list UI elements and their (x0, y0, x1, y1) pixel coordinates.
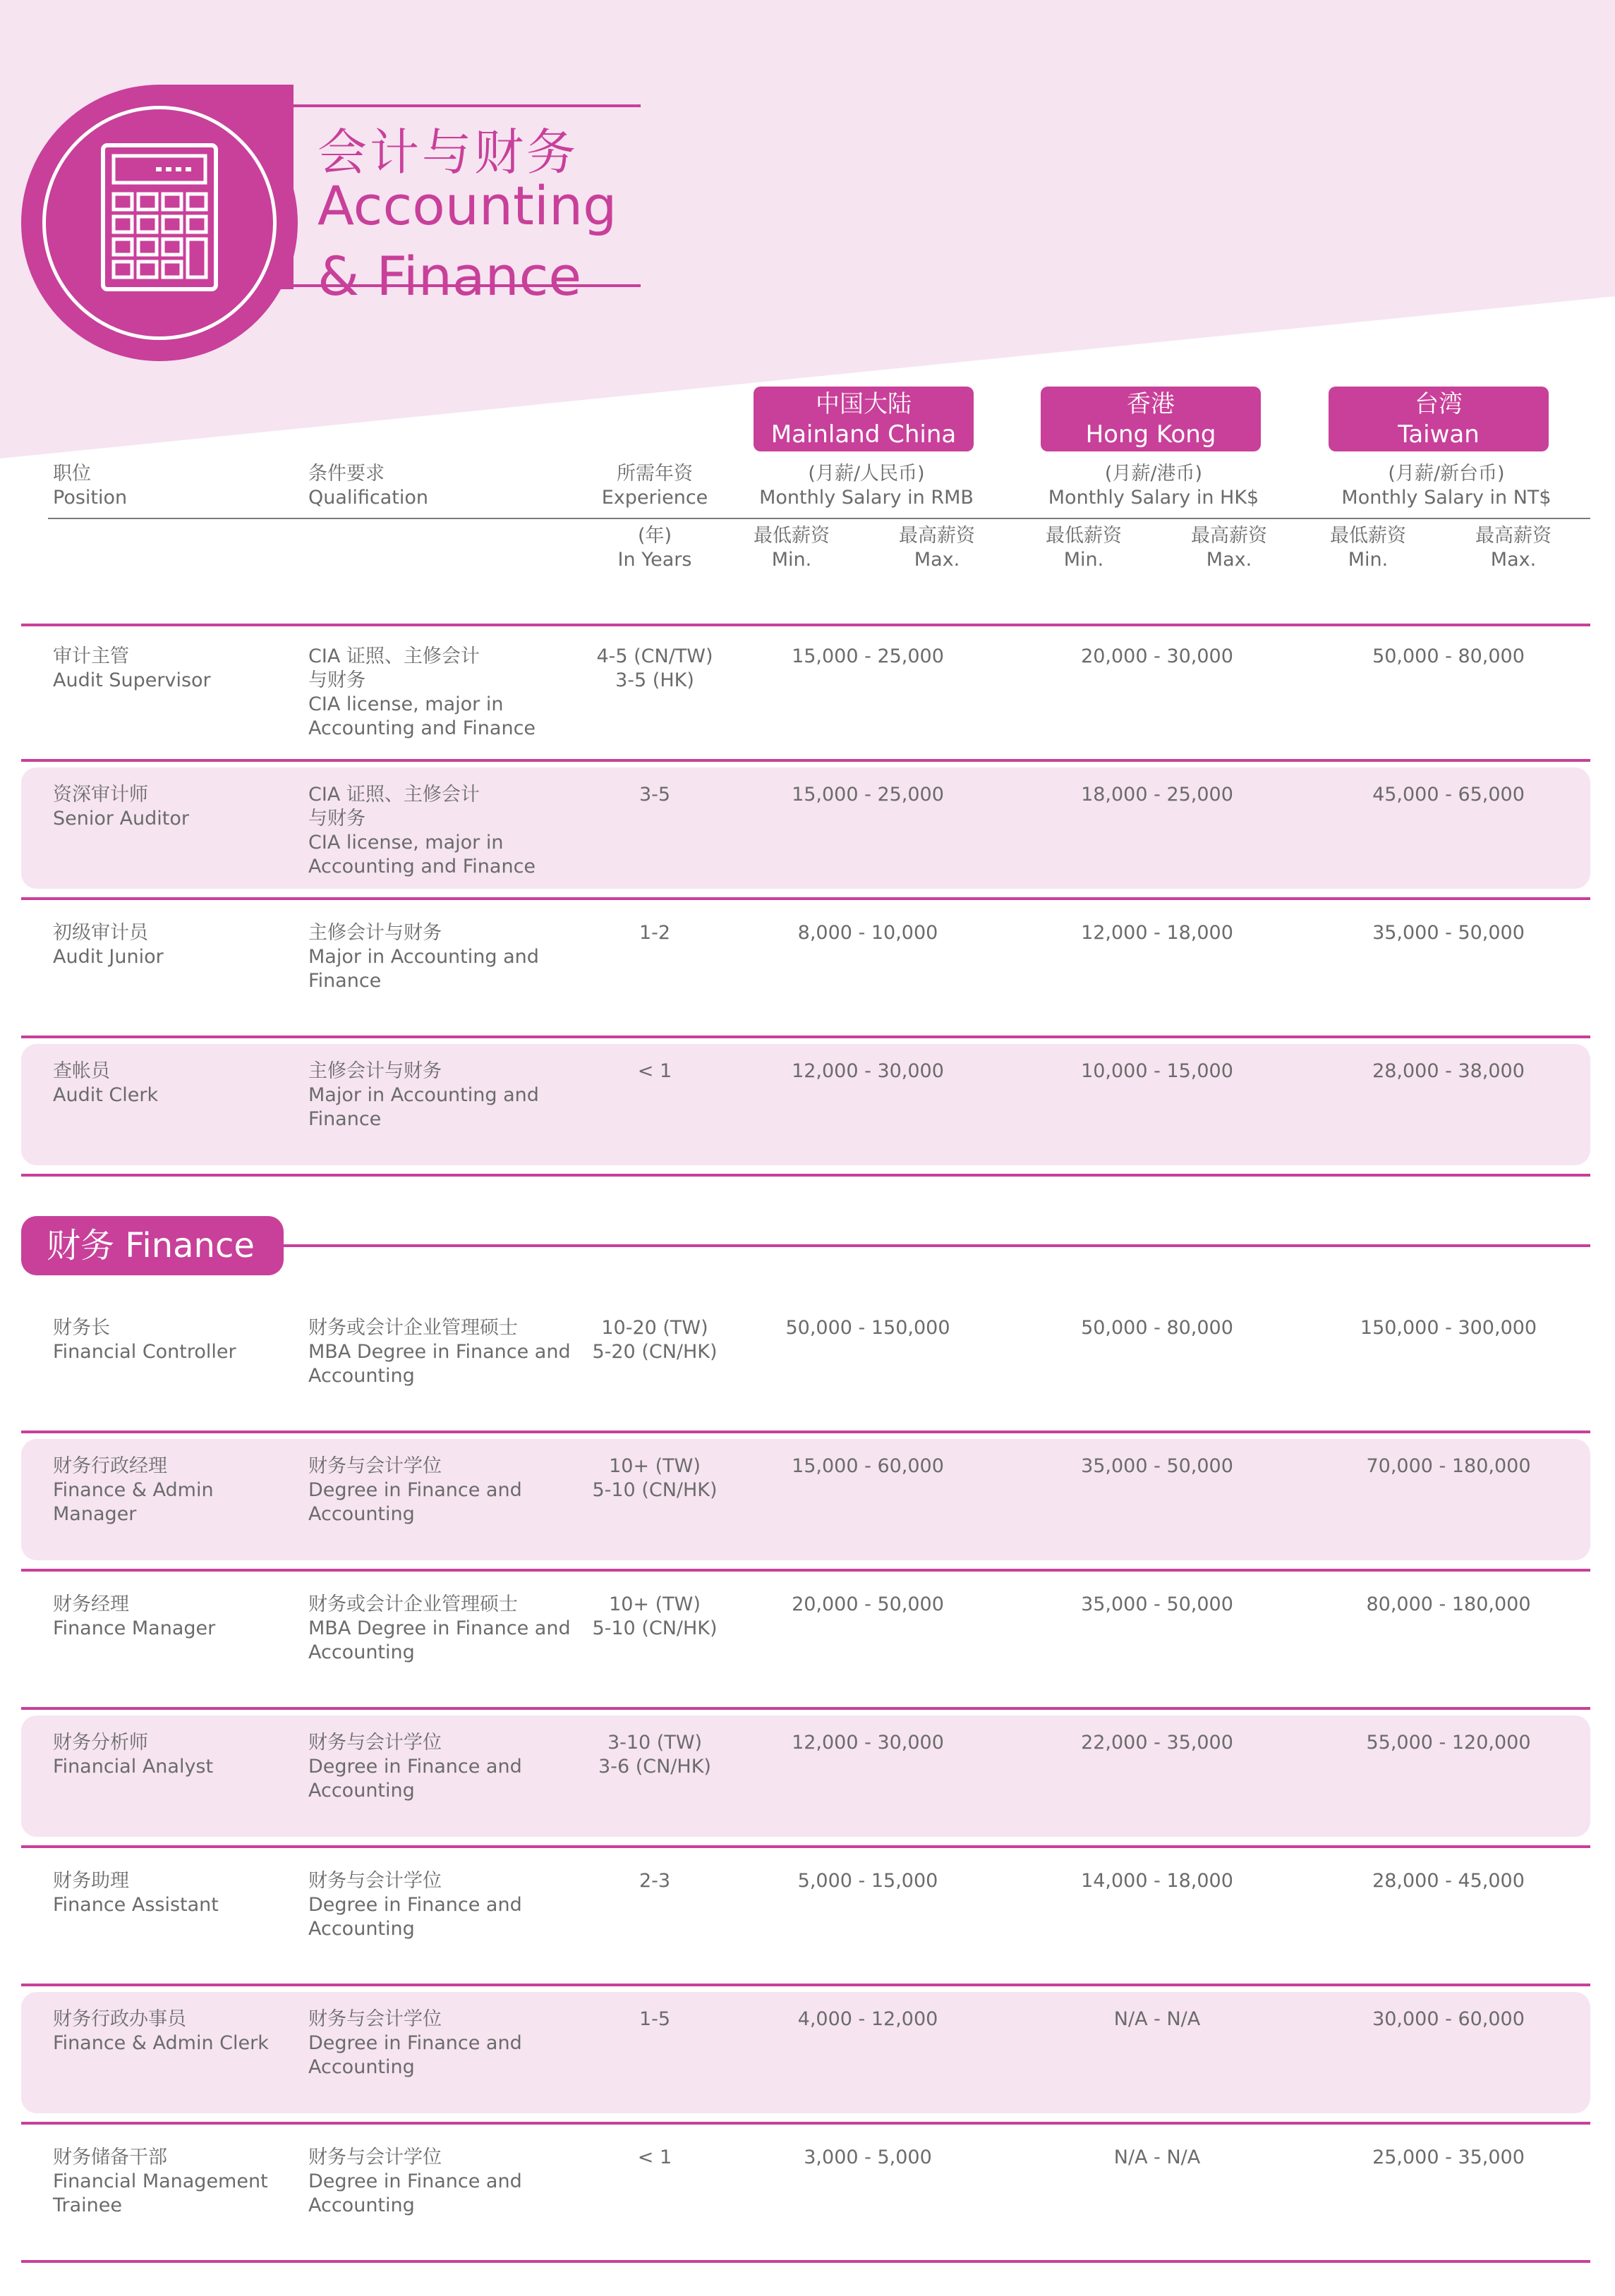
salary-rmb-cell-line: 8,000 - 10,000 (797, 922, 938, 944)
position-cell-line: 财务储备干部 (53, 2146, 167, 2168)
position-cell-line: Financial Controller (53, 1341, 236, 1363)
qualification-cell-line: Accounting (308, 1918, 415, 1940)
position-cell-line: 查帐员 (53, 1060, 110, 1082)
row-divider (21, 759, 1590, 762)
col-head-en: Monthly Salary in NT$ (1341, 487, 1552, 509)
experience-cell (577, 1593, 732, 1641)
position-cell-line: Finance & Admin Manager (53, 1479, 214, 1525)
experience-cell-line: < 1 (637, 2146, 672, 2168)
qualification-cell-line: 财务与会计学位 (308, 2008, 442, 2030)
position-cell-line: Audit Supervisor (53, 669, 211, 691)
col-head-cn: 最高薪资 (1191, 525, 1267, 547)
region-mainland-china (754, 387, 974, 451)
position-cell-line: 财务行政经理 (53, 1455, 167, 1477)
region-label-cn: 中国大陆 (816, 390, 912, 418)
qualification-cell-line: MBA Degree in Finance and (308, 1617, 571, 1639)
col-head-cn: (月薪/新台币) (1388, 463, 1505, 485)
salary-hkd-cell (1051, 1316, 1263, 1340)
salary-ntd-cell (1339, 783, 1558, 807)
salary-rmb-cell-line: 50,000 - 150,000 (785, 1317, 950, 1339)
experience-cell-line: 5-10 (CN/HK) (592, 1479, 718, 1501)
salary-rmb-cell (762, 1316, 974, 1340)
qualification-cell (308, 783, 583, 879)
col-head-cn: 最高薪资 (899, 525, 975, 547)
row-divider (21, 1707, 1590, 1710)
salary-hkd-cell (1051, 1059, 1263, 1083)
position-cell (53, 1059, 293, 1107)
salary-rmb-cell (762, 2008, 974, 2031)
experience-cell-line: < 1 (637, 1060, 672, 1082)
col-head-min-hkd (1027, 524, 1140, 572)
experience-cell (577, 921, 732, 945)
position-cell-line: Finance & Admin Clerk (53, 2032, 269, 2054)
qualification-cell-line: CIA license, major in (308, 832, 504, 854)
salary-hkd-cell (1051, 921, 1263, 945)
qualification-cell-line: 财务与会计学位 (308, 1870, 442, 1892)
qualification-cell (308, 1593, 583, 1665)
col-head-en: Max. (1206, 549, 1252, 571)
col-head-salary-rmb (746, 462, 986, 510)
salary-hkd-cell (1051, 1731, 1263, 1755)
salary-ntd-cell (1339, 2146, 1558, 2170)
qualification-cell-line: CIA 证照、主修会计 (308, 645, 480, 667)
experience-cell-line: 10+ (TW) (609, 1593, 701, 1615)
qualification-cell-line: 主修会计与财务 (308, 1060, 442, 1082)
experience-cell-line: 4-5 (CN/TW) (596, 645, 713, 667)
salary-ntd-cell (1339, 1059, 1558, 1083)
experience-cell-line: 1-2 (639, 922, 671, 944)
qualification-cell (308, 1454, 583, 1526)
salary-hkd-cell (1051, 645, 1263, 669)
position-cell (53, 1869, 293, 1917)
region-label-en: Mainland China (770, 420, 957, 449)
salary-ntd-cell (1339, 1869, 1558, 1893)
experience-cell (577, 1731, 732, 1779)
col-head-cn: 所需年资 (617, 463, 693, 485)
col-head-position (53, 462, 127, 510)
qualification-cell-line: Degree in Finance and (308, 2032, 522, 2054)
row-divider (21, 897, 1590, 900)
qualification-cell-line: Accounting and Finance (308, 856, 536, 877)
page-title-cn: 会计与财务 (317, 123, 579, 181)
region-label-en: Hong Kong (1085, 420, 1216, 449)
col-head-en: Monthly Salary in RMB (759, 487, 974, 509)
qualification-cell-line: 财务与会计学位 (308, 2146, 442, 2168)
salary-ntd-cell-line: 25,000 - 35,000 (1372, 2146, 1525, 2168)
salary-hkd-cell-line: 35,000 - 50,000 (1081, 1455, 1233, 1477)
col-head-years (584, 524, 725, 572)
position-cell-line: 财务分析师 (53, 1732, 148, 1754)
salary-hkd-cell (1051, 2008, 1263, 2031)
row-divider (21, 1174, 1590, 1177)
row-divider (21, 1035, 1590, 1038)
position-cell-line: Audit Junior (53, 946, 164, 968)
position-cell (53, 645, 293, 693)
col-head-min-rmb (735, 524, 848, 572)
qualification-cell-line: Accounting (308, 2056, 415, 2078)
row-divider (21, 624, 1590, 626)
col-head-en: Min. (1063, 549, 1104, 571)
calculator-icon (101, 143, 218, 291)
qualification-cell-line: Degree in Finance and (308, 1894, 522, 1916)
salary-ntd-cell-line: 35,000 - 50,000 (1372, 922, 1525, 944)
experience-cell-line: 3-6 (CN/HK) (598, 1756, 711, 1778)
qualification-cell-line: 财务或会计企业管理硕士 (308, 1317, 518, 1339)
qualification-cell-line: Accounting (308, 1780, 415, 1802)
experience-cell-line: 1-5 (639, 2008, 671, 2030)
salary-hkd-cell-line: 35,000 - 50,000 (1081, 1593, 1233, 1615)
col-head-en: Experience (601, 487, 708, 509)
col-head-max-hkd (1173, 524, 1286, 572)
qualification-cell-line: 主修会计与财务 (308, 922, 442, 944)
experience-cell (577, 1454, 732, 1502)
col-head-salary-ntd (1326, 462, 1566, 510)
col-head-max-rmb (881, 524, 993, 572)
salary-ntd-cell (1339, 2008, 1558, 2031)
position-cell (53, 1454, 293, 1526)
salary-ntd-cell (1339, 1731, 1558, 1755)
col-head-cn: (月薪/人民币) (808, 463, 925, 485)
col-head-salary-hkd (1034, 462, 1274, 510)
salary-rmb-cell (762, 783, 974, 807)
row-divider (21, 2260, 1590, 2263)
salary-hkd-cell (1051, 783, 1263, 807)
salary-rmb-cell-line: 3,000 - 5,000 (804, 2146, 932, 2168)
qualification-cell-line: 与财务 (308, 808, 365, 830)
salary-ntd-cell-line: 50,000 - 80,000 (1372, 645, 1525, 667)
salary-hkd-cell-line: N/A - N/A (1113, 2008, 1201, 2030)
experience-cell (577, 1316, 732, 1364)
salary-ntd-cell (1339, 645, 1558, 669)
qualification-cell (308, 2008, 583, 2079)
salary-rmb-cell-line: 5,000 - 15,000 (797, 1870, 938, 1892)
salary-hkd-cell-line: 12,000 - 18,000 (1081, 922, 1233, 944)
qualification-cell-line: CIA license, major in (308, 693, 504, 715)
salary-rmb-cell (762, 1593, 974, 1617)
row-divider (21, 1845, 1590, 1848)
salary-rmb-cell (762, 921, 974, 945)
col-head-cn: 最高薪资 (1475, 525, 1552, 547)
salary-ntd-cell-line: 28,000 - 38,000 (1372, 1060, 1525, 1082)
position-cell (53, 921, 293, 969)
section-finance-badge: 财务 Finance (21, 1216, 284, 1275)
salary-hkd-cell-line: 14,000 - 18,000 (1081, 1870, 1233, 1892)
salary-hkd-cell (1051, 1869, 1263, 1893)
qualification-cell-line: 与财务 (308, 669, 365, 691)
salary-ntd-cell-line: 28,000 - 45,000 (1372, 1870, 1525, 1892)
salary-rmb-cell (762, 1454, 974, 1478)
experience-cell-line: 10+ (TW) (609, 1455, 701, 1477)
salary-hkd-cell-line: 18,000 - 25,000 (1081, 784, 1233, 806)
qualification-cell (308, 645, 583, 741)
col-head-en: Qualification (308, 487, 429, 509)
position-cell-line: 初级审计员 (53, 922, 148, 944)
col-head-min-ntd (1312, 524, 1425, 572)
col-head-cn: (年) (637, 525, 672, 547)
qualification-cell-line: 财务与会计学位 (308, 1732, 442, 1754)
salary-rmb-cell (762, 645, 974, 669)
qualification-cell-line: Degree in Finance and (308, 1756, 522, 1778)
position-cell-line: Finance Assistant (53, 1894, 219, 1916)
salary-ntd-cell-line: 55,000 - 120,000 (1366, 1732, 1531, 1754)
qualification-cell-line: Accounting and Finance (308, 717, 536, 739)
salary-hkd-cell (1051, 2146, 1263, 2170)
qualification-cell-line: 财务或会计企业管理硕士 (308, 1593, 518, 1615)
experience-cell-line: 5-20 (CN/HK) (592, 1341, 718, 1363)
qualification-cell-line: Finance (308, 1108, 382, 1130)
salary-ntd-cell-line: 30,000 - 60,000 (1372, 2008, 1525, 2030)
position-cell-line: 审计主管 (53, 645, 129, 667)
salary-rmb-cell (762, 1059, 974, 1083)
position-cell-line: Financial Management Trainee (53, 2170, 268, 2216)
col-head-en: Position (53, 487, 128, 509)
qualification-cell-line: Accounting (308, 2194, 415, 2216)
salary-ntd-cell (1339, 1593, 1558, 1617)
salary-ntd-cell (1339, 921, 1558, 945)
position-cell (53, 1593, 293, 1641)
col-head-cn: 最低薪资 (1046, 525, 1122, 547)
col-head-max-ntd (1457, 524, 1570, 572)
salary-rmb-cell-line: 15,000 - 60,000 (792, 1455, 944, 1477)
salary-rmb-cell (762, 1869, 974, 1893)
position-cell-line: Finance Manager (53, 1617, 216, 1639)
page-title-en: Accounting & Finance (317, 174, 617, 308)
salary-hkd-cell-line: 50,000 - 80,000 (1081, 1317, 1233, 1339)
qualification-cell-line: Accounting (308, 1503, 415, 1525)
position-cell (53, 1316, 293, 1364)
salary-rmb-cell (762, 2146, 974, 2170)
salary-hkd-cell-line: 20,000 - 30,000 (1081, 645, 1233, 667)
experience-cell (577, 783, 732, 807)
experience-cell-line: 10-20 (TW) (601, 1317, 708, 1339)
region-label-cn: 台湾 (1415, 390, 1463, 418)
col-head-en: Max. (1490, 549, 1537, 571)
qualification-cell-line: 财务与会计学位 (308, 1455, 442, 1477)
qualification-cell-line: Degree in Finance and (308, 2170, 522, 2192)
region-hong-kong (1041, 387, 1261, 451)
position-cell-line: Financial Analyst (53, 1756, 214, 1778)
qualification-cell (308, 2146, 583, 2218)
row-divider (21, 1431, 1590, 1433)
salary-rmb-cell-line: 15,000 - 25,000 (792, 645, 944, 667)
position-cell (53, 2008, 293, 2055)
position-cell-line: Senior Auditor (53, 808, 189, 830)
position-cell (53, 2146, 293, 2218)
salary-rmb-cell-line: 20,000 - 50,000 (792, 1593, 944, 1615)
qualification-cell (308, 1316, 583, 1388)
experience-cell-line: 5-10 (CN/HK) (592, 1617, 718, 1639)
salary-ntd-cell (1339, 1454, 1558, 1478)
col-head-cn: (月薪/港币) (1104, 463, 1203, 485)
salary-ntd-cell-line: 45,000 - 65,000 (1372, 784, 1525, 806)
qualification-cell (308, 921, 583, 993)
qualification-cell-line: Major in Accounting and (308, 946, 539, 968)
salary-ntd-cell (1339, 1316, 1558, 1340)
experience-cell (577, 645, 732, 693)
experience-cell-line: 3-5 (639, 784, 671, 806)
qualification-cell-line: Major in Accounting and (308, 1084, 539, 1106)
experience-cell (577, 2008, 732, 2031)
salary-rmb-cell-line: 15,000 - 25,000 (792, 784, 944, 806)
col-head-cn: 条件要求 (308, 463, 385, 485)
row-divider (21, 1569, 1590, 1572)
row-divider (21, 2122, 1590, 2125)
salary-rmb-cell (762, 1731, 974, 1755)
col-head-en: Monthly Salary in HK$ (1048, 487, 1259, 509)
region-label-en: Taiwan (1398, 420, 1480, 449)
experience-cell-line: 3-5 (HK) (615, 669, 694, 691)
col-head-en: Max. (914, 549, 960, 571)
position-cell-line: 财务经理 (53, 1593, 129, 1615)
qualification-cell (308, 1869, 583, 1941)
salary-ntd-cell-line: 150,000 - 300,000 (1360, 1317, 1537, 1339)
salary-ntd-cell-line: 80,000 - 180,000 (1366, 1593, 1531, 1615)
qualification-cell-line: Accounting (308, 1641, 415, 1663)
col-head-experience (584, 462, 725, 510)
title-rule-top (270, 104, 641, 107)
col-head-en: Min. (771, 549, 812, 571)
col-head-qualification (308, 462, 428, 510)
col-head-cn: 职位 (53, 463, 91, 485)
qualification-cell-line: Finance (308, 970, 382, 992)
position-cell-line: 财务助理 (53, 1870, 129, 1892)
salary-hkd-cell-line: 10,000 - 15,000 (1081, 1060, 1233, 1082)
qualification-cell-line: CIA 证照、主修会计 (308, 784, 480, 806)
region-label-cn: 香港 (1127, 390, 1175, 418)
salary-ntd-cell-line: 70,000 - 180,000 (1366, 1455, 1531, 1477)
row-divider (21, 1984, 1590, 1986)
qualification-cell-line: Degree in Finance and (308, 1479, 522, 1501)
col-head-en: Min. (1348, 549, 1389, 571)
position-cell-line: 财务长 (53, 1317, 110, 1339)
position-cell (53, 783, 293, 831)
experience-cell (577, 1869, 732, 1893)
qualification-cell (308, 1059, 583, 1131)
position-cell-line: 财务行政办事员 (53, 2008, 186, 2030)
position-cell-line: Audit Clerk (53, 1084, 159, 1106)
experience-cell (577, 1059, 732, 1083)
salary-hkd-cell-line: 22,000 - 35,000 (1081, 1732, 1233, 1754)
col-head-cn: 最低薪资 (754, 525, 830, 547)
salary-rmb-cell-line: 12,000 - 30,000 (792, 1732, 944, 1754)
salary-hkd-cell-line: N/A - N/A (1113, 2146, 1201, 2168)
col-head-en: In Years (617, 549, 692, 571)
region-taiwan (1329, 387, 1549, 451)
experience-cell-line: 2-3 (639, 1870, 671, 1892)
position-cell-line: 资深审计师 (53, 784, 148, 806)
qualification-cell-line: Accounting (308, 1365, 415, 1387)
qualification-cell-line: MBA Degree in Finance and (308, 1341, 571, 1363)
header-divider (48, 518, 1590, 519)
salary-rmb-cell-line: 12,000 - 30,000 (792, 1060, 944, 1082)
qualification-cell (308, 1731, 583, 1803)
position-cell (53, 1731, 293, 1779)
salary-hkd-cell (1051, 1454, 1263, 1478)
section-rule (279, 1244, 1590, 1247)
experience-cell (577, 2146, 732, 2170)
col-head-cn: 最低薪资 (1330, 525, 1406, 547)
salary-rmb-cell-line: 4,000 - 12,000 (797, 2008, 938, 2030)
experience-cell-line: 3-10 (TW) (607, 1732, 703, 1754)
salary-hkd-cell (1051, 1593, 1263, 1617)
